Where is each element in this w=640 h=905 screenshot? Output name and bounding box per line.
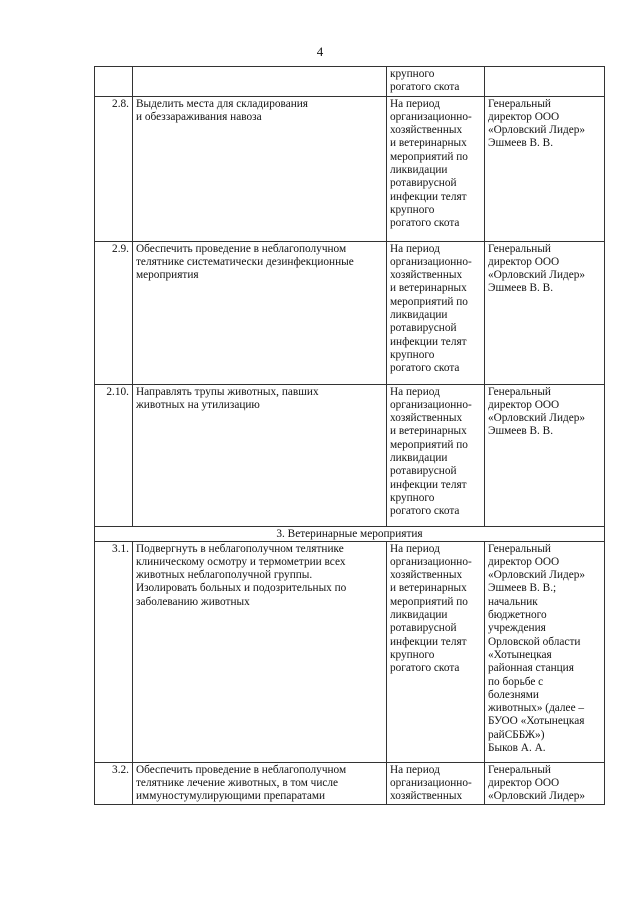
cell-line: «Орловский Лидер» — [488, 569, 586, 582]
cell-line: организационно- — [390, 776, 472, 789]
row-number: 3.2. — [95, 762, 133, 805]
action-cell — [133, 541, 387, 762]
row-number: 2.9. — [95, 241, 133, 384]
responsible-cell — [485, 384, 605, 526]
cell-line: ротавирусной — [390, 322, 457, 335]
cell-line: крупного — [390, 203, 435, 216]
table-row — [95, 541, 605, 762]
cell-line: «Орловский Лидер» — [488, 412, 586, 425]
cell-line: ликвидации — [390, 164, 448, 177]
cell-line: ликвидации — [390, 452, 448, 465]
cell-line: клиническому осмотру и термометрии всех — [136, 555, 346, 568]
cell-line: ликвидации — [390, 609, 448, 622]
cell-line: ликвидации — [390, 309, 448, 322]
table-row — [95, 96, 605, 241]
cell-line: Обеспечить проведение в неблагополучном — [136, 242, 347, 255]
cell-line: хозяйственных — [390, 569, 463, 582]
cell-line: мероприятия — [136, 269, 199, 282]
responsible-cell — [485, 67, 605, 97]
cell-line: и ветеринарных — [390, 282, 467, 295]
cell-line: Генеральный — [488, 763, 551, 776]
cell-line: крупного — [390, 348, 435, 361]
cell-line: директор ООО — [488, 110, 560, 123]
responsible-cell — [485, 96, 605, 241]
cell-line: организационно- — [390, 555, 472, 568]
cell-line: организационно- — [390, 255, 472, 268]
row-number — [95, 67, 133, 97]
cell-line: Выделить места для складирования — [136, 97, 308, 110]
cell-line: Быков А. А. — [488, 742, 546, 755]
cell-line: инфекции телят — [390, 478, 467, 491]
cell-line: инфекции телят — [390, 335, 467, 348]
cell-line: ротавирусной — [390, 465, 457, 478]
cell-line: БУОО «Хотынецкая — [488, 715, 585, 728]
cell-line: директор ООО — [488, 555, 560, 568]
cell-line: хозяйственных — [390, 269, 463, 282]
cell-line: по борьбе с — [488, 675, 544, 688]
action-cell — [133, 762, 387, 805]
cell-line: На период — [390, 763, 440, 776]
cell-line: директор ООО — [488, 398, 560, 411]
cell-line: Генеральный — [488, 542, 551, 555]
cell-line: Генеральный — [488, 242, 551, 255]
cell-line: рогатого скота — [390, 362, 460, 375]
term-cell — [387, 762, 485, 805]
cell-line: инфекции телят — [390, 635, 467, 648]
cell-line: крупного — [390, 491, 435, 504]
cell-line: На период — [390, 385, 440, 398]
cell-line: На период — [390, 97, 440, 110]
action-cell — [133, 241, 387, 384]
cell-line: хозяйственных — [390, 790, 463, 800]
responsible-cell — [485, 241, 605, 384]
term-cell — [387, 67, 485, 97]
cell-line: На период — [390, 542, 440, 555]
cell-line: мероприятий по — [390, 150, 468, 163]
page-number: 4 — [316, 44, 324, 59]
table-row — [95, 67, 605, 97]
section-header-row — [95, 526, 605, 541]
cell-line: директор ООО — [488, 776, 560, 789]
action-cell — [133, 67, 387, 97]
cell-line: телятнике систематически дезинфекционные — [136, 255, 354, 268]
cell-line: директор ООО — [488, 255, 560, 268]
cell-line: крупного — [390, 68, 435, 80]
cell-line: райСББЖ») — [488, 728, 545, 741]
cell-line: Эшмеев В. В. — [488, 137, 554, 150]
cell-line: хозяйственных — [390, 124, 463, 137]
cell-line: и ветеринарных — [390, 425, 467, 438]
cell-line: крупного — [390, 648, 435, 661]
row-number: 2.10. — [95, 384, 133, 526]
cell-line: Генеральный — [488, 385, 551, 398]
cell-line: мероприятий по — [390, 438, 468, 451]
cell-line: начальник — [488, 595, 538, 608]
cell-line: «Хотынецкая — [488, 648, 552, 661]
table-row — [95, 241, 605, 384]
cell-line: районная станция — [488, 662, 574, 675]
cell-line: мероприятий по — [390, 295, 468, 308]
term-cell — [387, 541, 485, 762]
cell-line: заболеванию животных — [136, 595, 250, 608]
cell-line: ротавирусной — [390, 177, 457, 190]
cell-line: болезнями — [488, 688, 539, 701]
action-cell — [133, 96, 387, 241]
section-title: 3. Ветеринарные мероприятия — [95, 526, 605, 541]
cell-line: животных» (далее – — [488, 702, 585, 715]
cell-line: Изолировать больных и подозрительных по — [136, 582, 347, 595]
cell-line: «Орловский Лидер» — [488, 124, 586, 137]
cell-line: бюджетного — [488, 609, 547, 622]
row-number: 2.8. — [95, 96, 133, 241]
cell-line: и ветеринарных — [390, 137, 467, 150]
table-row — [95, 384, 605, 526]
cell-line: телятнике лечение животных, в том числе — [136, 776, 339, 789]
cell-line: Обеспечить проведение в неблагополучном — [136, 763, 347, 776]
cell-line: организационно- — [390, 398, 472, 411]
cell-line: хозяйственных — [390, 412, 463, 425]
term-cell — [387, 384, 485, 526]
cell-line: рогатого скота — [390, 505, 460, 518]
cell-line: Направлять трупы животных, павших — [136, 385, 319, 398]
cell-line: животных на утилизацию — [136, 398, 260, 411]
cell-line: рогатого скота — [390, 662, 460, 675]
cell-line: Эшмеев В. В. — [488, 282, 554, 295]
cell-line: Генеральный — [488, 97, 551, 110]
cell-line: «Орловский Лидер» — [488, 790, 586, 803]
cell-line: На период — [390, 242, 440, 255]
responsible-cell — [485, 541, 605, 762]
cell-line: Подвергнуть в неблагополучном телятнике — [136, 542, 344, 555]
cell-line: иммуностумулирующими препаратами — [136, 790, 326, 803]
cell-line: рогатого скота — [390, 217, 460, 230]
cell-line: и ветеринарных — [390, 582, 467, 595]
row-number: 3.1. — [95, 541, 133, 762]
term-cell — [387, 96, 485, 241]
cell-line: ротавирусной — [390, 622, 457, 635]
cell-line: инфекции телят — [390, 190, 467, 203]
term-cell — [387, 241, 485, 384]
responsible-cell — [485, 762, 605, 805]
cell-line: организационно- — [390, 110, 472, 123]
cell-line: Эшмеев В. В.; — [488, 582, 557, 595]
cell-line: учреждения — [488, 622, 546, 635]
table-row — [95, 762, 605, 805]
cell-line: Эшмеев В. В. — [488, 425, 554, 438]
cell-line: «Орловский Лидер» — [488, 269, 586, 282]
measures-table — [94, 66, 605, 805]
cell-line: рогатого скота — [390, 81, 460, 94]
cell-line: животных неблагополучной группы. — [136, 569, 313, 582]
cell-line: мероприятий по — [390, 595, 468, 608]
cell-line: и обеззараживания навоза — [136, 110, 262, 123]
cell-line: Орловской области — [488, 635, 581, 648]
action-cell — [133, 384, 387, 526]
term-cell-text — [390, 764, 481, 800]
